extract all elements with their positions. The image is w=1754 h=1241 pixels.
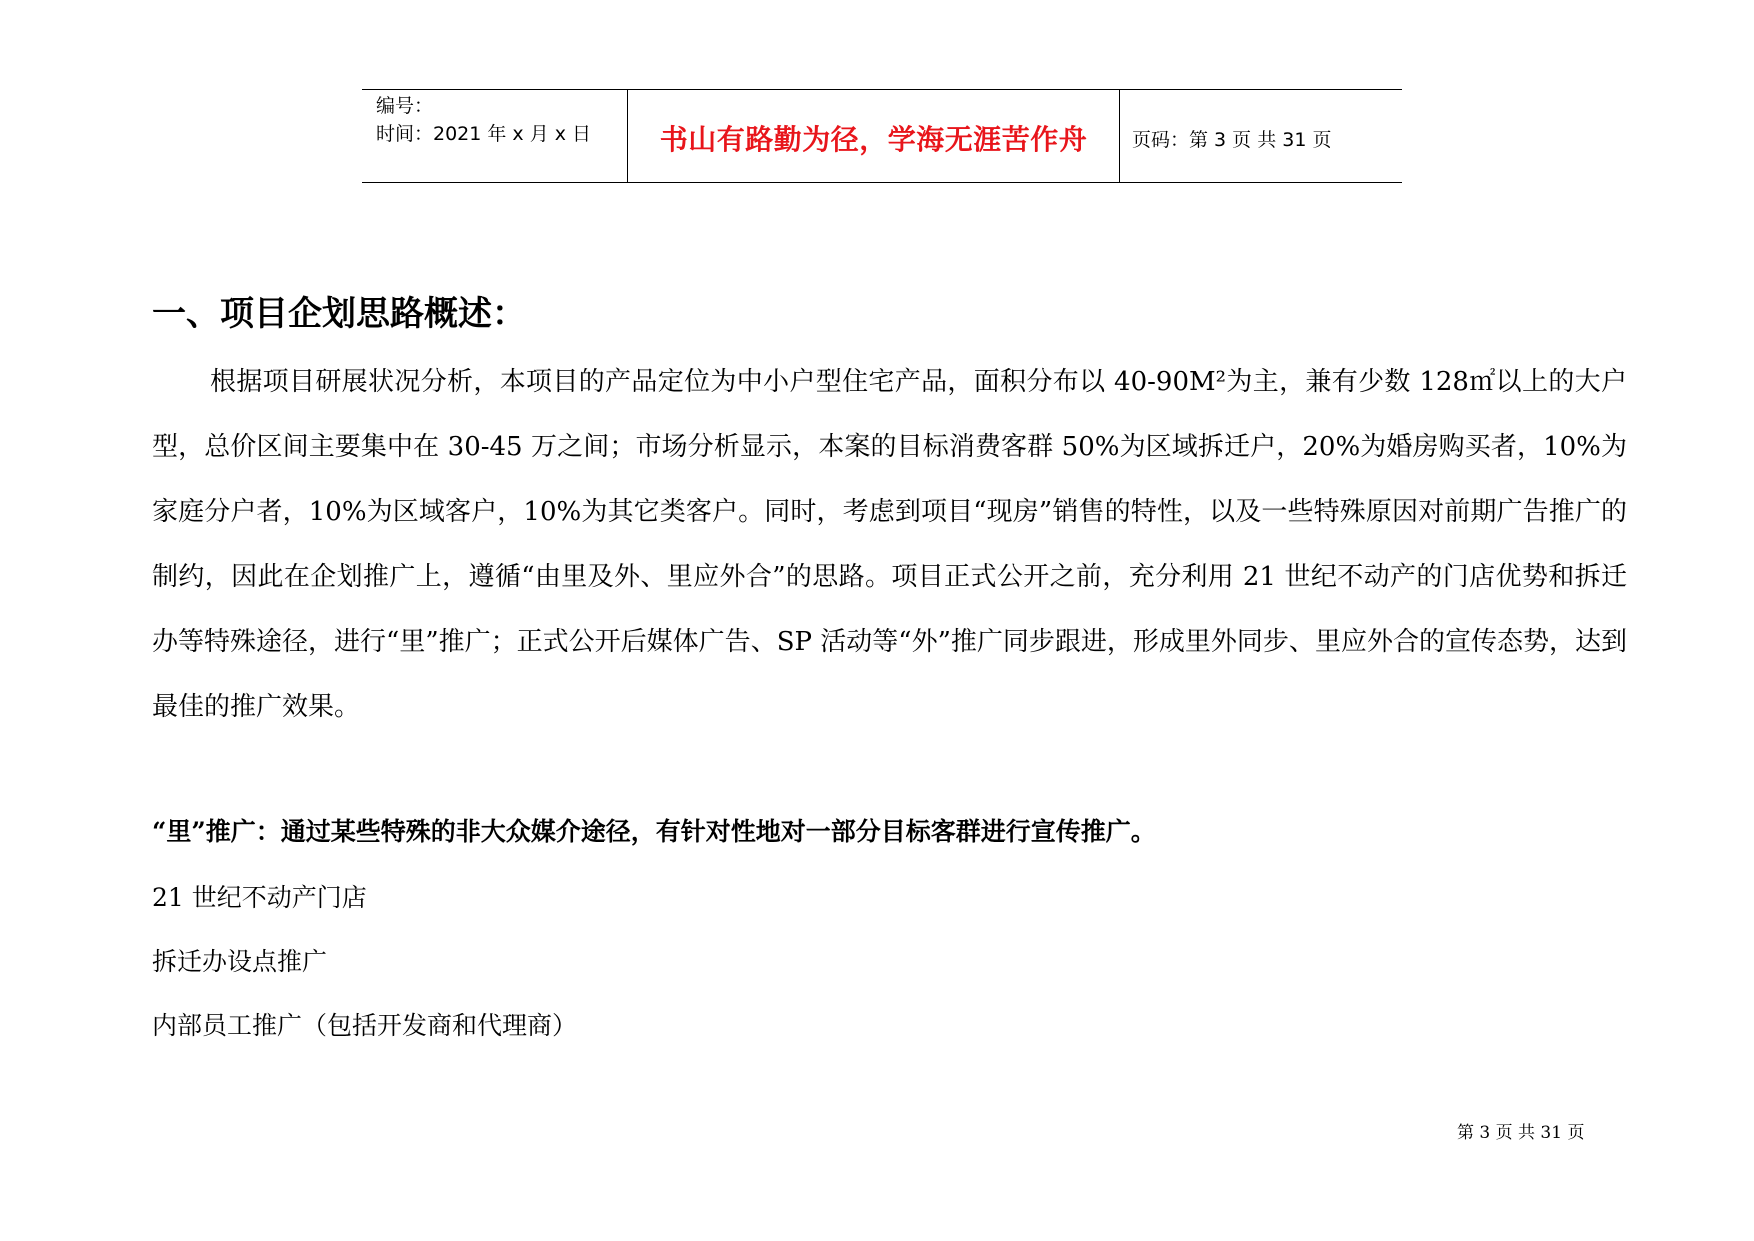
- list-item: 21 世纪不动产门店: [152, 883, 367, 912]
- header-table: [362, 89, 1402, 183]
- inner-promotion-title: “里”推广：通过某些特殊的非大众媒介途径，有针对性地对一部分目标客群进行宣传推广。: [152, 817, 1156, 846]
- header-motto-cell: [628, 90, 1120, 182]
- header-motto: 书山有路勤为径，学海无涯苦作舟: [659, 123, 1088, 156]
- document-number-label: 编号：: [376, 95, 434, 117]
- footer-page-number: 第 3 页 共 31 页: [1457, 1123, 1585, 1143]
- header-page-info: 页码：第 3 页 共 31 页: [1132, 128, 1332, 151]
- list-item: 内部员工推广（包括开发商和代理商）: [152, 1011, 578, 1040]
- header-meta-cell: [362, 90, 628, 182]
- header-page-cell: [1120, 90, 1402, 182]
- section-title: 一、项目企划思路概述：: [152, 294, 526, 334]
- section-paragraph: 根据项目研展状况分析，本项目的产品定位为中小户型住宅产品，面积分布以 40-90M²为主，兼有少数 128㎡以上的大户型，总价区间主要集中在 30-45 万之间；市场分析显示，本案的目标消费客群 50%为区域拆迁户，20%为婚房购买者，10%为家庭分户者，10%为区域客户，10%为其它类客户。同时，考虑到项目“现房”销售的特性，以及一些特殊原因对前期广告推广的制约，因此在企划推广上，遵循“由里及外、里应外合”的思路。项目正式公开之前，充分利用 21 世纪不动产的门店优势和拆迁办等特殊途径，进行“里”推广；正式公开后媒体广告、SP 活动等“外”推广同步跟进，形成里外同步、里应外合的宣传态势，达到最佳的推广效果。: [152, 367, 1627, 722]
- list-item: 拆迁办设点推广: [152, 947, 328, 976]
- document-time-label: 时间：2021 年 x 月 x 日: [376, 123, 592, 145]
